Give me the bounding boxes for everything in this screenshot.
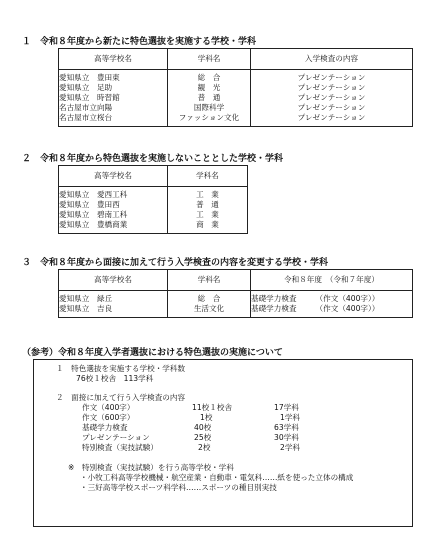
dept-name: 工 業 — [196, 210, 219, 219]
section3-table — [58, 269, 413, 318]
school-column — [59, 187, 168, 234]
stat-schools: 40校 — [194, 423, 212, 432]
school-name: 愛知県立 豊田東 — [59, 73, 120, 82]
dept-name: 生活文化 — [193, 304, 225, 313]
stat-depts: 30学科 — [274, 433, 299, 442]
table-row — [59, 70, 413, 127]
dept-column — [168, 70, 251, 127]
note-line: ・小牧工科高等学校機械・航空産業・自動車・電気科……紙を使った立体の構成 — [80, 473, 354, 482]
dept-name: 国際科学 — [193, 103, 225, 112]
dept-name: 観 光 — [197, 83, 221, 92]
header-dept: 学科名 — [168, 166, 248, 187]
school-column — [59, 291, 168, 318]
school-name: 愛知県立 吉良 — [59, 304, 113, 313]
exam-content: プレゼンテーション — [297, 103, 366, 112]
table-header-row — [59, 166, 248, 187]
dept-name: 普 通 — [196, 200, 219, 209]
school-name: 愛知県立 豊橋商業 — [59, 220, 128, 229]
school-name: 愛知県立 緑丘 — [59, 294, 113, 303]
header-school: 高等学校名 — [59, 49, 168, 70]
content-column — [251, 70, 413, 127]
section2-title: ２ 令和８年度から特色選抜を実施しないこととした学校・学科 — [22, 154, 284, 164]
dept-name: 総 合 — [197, 73, 221, 82]
dept-column — [168, 187, 248, 234]
header-content: 入学検査の内容 — [251, 49, 413, 70]
exam-content: プレゼンテーション — [297, 73, 366, 82]
school-name: 愛知県立 時習館 — [59, 93, 120, 102]
stat-schools: 11校１校舎 — [192, 403, 233, 412]
stat-label: 作文（400字） — [82, 403, 135, 412]
dept-name: 商 業 — [196, 220, 219, 229]
stat-label: プレゼンテーション — [82, 433, 150, 442]
table-row — [59, 187, 248, 234]
stat-depts: 63学科 — [274, 423, 299, 432]
dept-name: 総 合 — [197, 294, 221, 303]
reference-box — [33, 359, 413, 527]
dept-name: 普 通 — [197, 93, 221, 102]
item2-heading: ２ 面接に加えて行う入学検査の内容 — [56, 393, 186, 402]
table-row — [59, 291, 413, 318]
stat-label: 特別検査（実技試験） — [82, 443, 158, 452]
stat-schools: 2校 — [198, 443, 211, 452]
school-name: 愛知県立 碧南工科 — [59, 210, 128, 219]
stat-depts: 1学科 — [280, 413, 301, 422]
school-name: 名古屋市立向陽 — [59, 103, 113, 112]
note-heading: ※ 特別検査（実技試験）を行う高等学校・学科 — [68, 463, 234, 472]
exam-content: プレゼンテーション — [297, 93, 366, 102]
table-header-row — [59, 270, 413, 291]
header-school: 高等学校名 — [59, 166, 168, 187]
dept-name: 工 業 — [196, 190, 219, 199]
school-name: 愛知県立 愛西工科 — [59, 190, 128, 199]
stat-depts: 17学科 — [274, 403, 299, 412]
exam-content: 基礎学力検査 （作文（400字）） — [251, 294, 380, 303]
item1-heading: １ 特色選抜を実施する学校・学科数 — [56, 364, 186, 373]
exam-content: プレゼンテーション — [297, 83, 366, 92]
header-dept: 学科名 — [168, 49, 251, 70]
section1-table — [58, 48, 413, 127]
section2-table — [58, 165, 248, 234]
dept-column — [168, 291, 251, 318]
note-line: ・三好高等学校スポーツ科学科……スポーツの種目別実技 — [80, 483, 277, 492]
dept-name: ファッション文化 — [178, 113, 240, 122]
header-dept: 学科名 — [168, 270, 251, 291]
stat-depts: 2学科 — [280, 443, 301, 452]
school-column — [59, 70, 168, 127]
reference-title: （参考）令和８年度入学者選抜における特色選抜の実施について — [22, 348, 283, 358]
stat-label: 基礎学力検査 — [82, 423, 128, 432]
school-name: 愛知県立 豊田西 — [59, 200, 120, 209]
table-header-row — [59, 49, 413, 70]
section3-title: ３ 令和８年度から面接に加えて行う入学検査の内容を変更する学校・学科 — [22, 258, 329, 268]
section1-title: １ 令和８年度から新たに特色選抜を実施する学校・学科 — [22, 37, 257, 47]
header-school: 高等学校名 — [59, 270, 168, 291]
content-column — [251, 291, 413, 318]
header-content: 令和８年度 （令和７年度） — [251, 270, 413, 291]
exam-content: 基礎学力検査 （作文（400字）） — [251, 304, 380, 313]
stat-schools: 25校 — [194, 433, 212, 442]
school-name: 愛知県立 足助 — [59, 83, 113, 92]
stat-label: 作文（600字） — [82, 413, 135, 422]
item1-value: 76校１校舎 113学科 — [76, 374, 154, 383]
school-name: 名古屋市立桜台 — [59, 113, 113, 122]
exam-content: プレゼンテーション — [297, 113, 366, 122]
stat-schools: 1校 — [200, 413, 213, 422]
